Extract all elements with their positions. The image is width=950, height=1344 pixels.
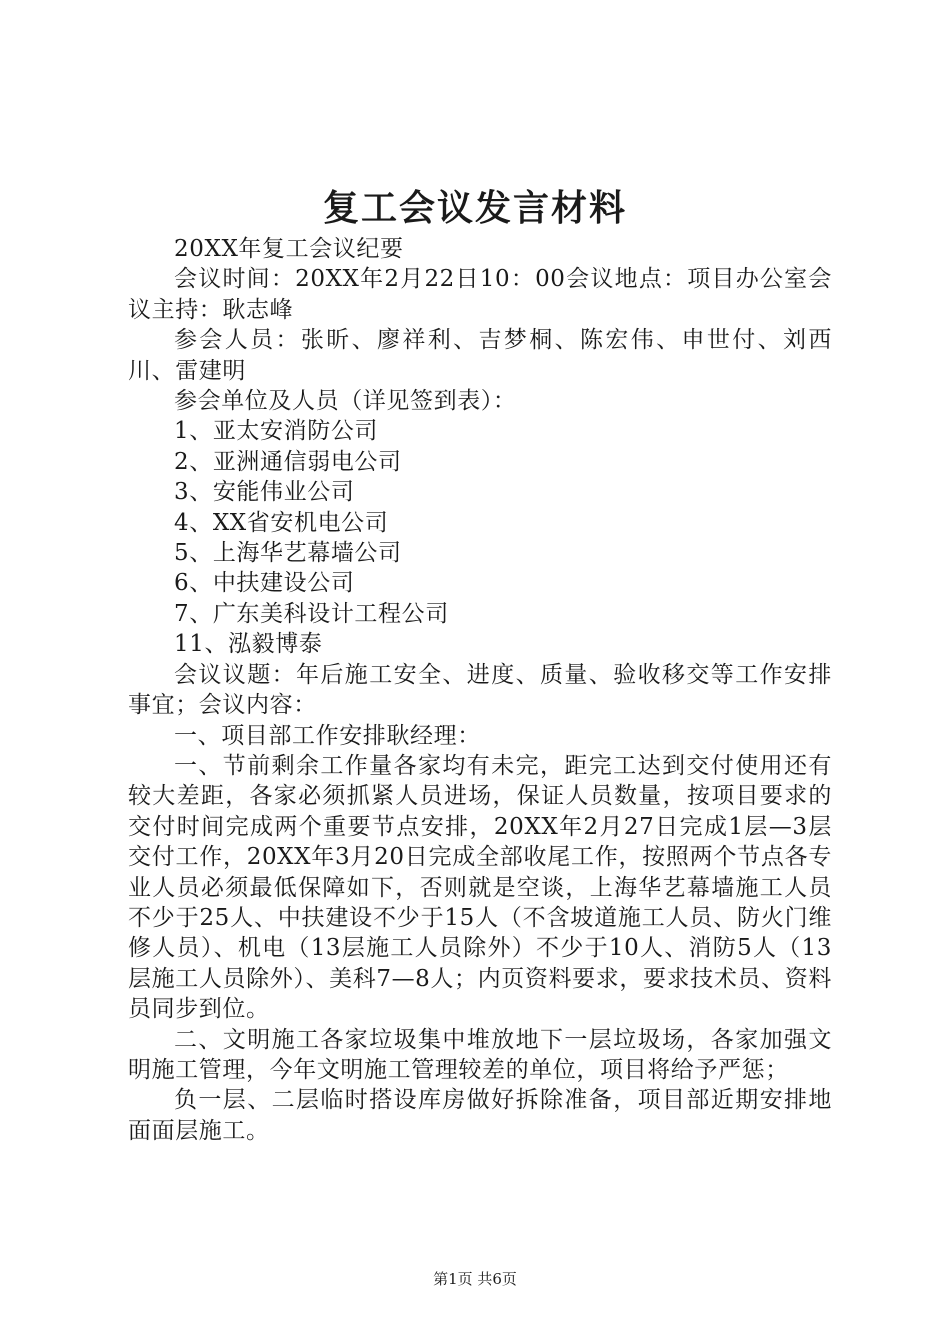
list-item: 11、泓毅博泰 [174, 631, 323, 658]
page-footer: 第1页 共6页 [433, 1270, 517, 1288]
paragraph: 负一层、二层临时搭设库房做好拆除准备，项目部近期安排地面面层施工。 [128, 1087, 832, 1144]
section-heading: 一、项目部工作安排耿经理： [174, 722, 481, 749]
paragraph: 20XX年复工会议纪要 [174, 236, 404, 262]
list-item: 2、亚洲通信弱电公司 [174, 448, 402, 475]
paragraph: 二、文明施工各家垃圾集中堆放地下一层垃圾场，各家加强文明施工管理，今年文明施工管理较差的单位，项目将给予严惩； [128, 1026, 832, 1083]
paragraph: 会议时间：20XX年2月22日10：00会议地点：项目办公室会议主持：耿志峰 [128, 266, 832, 323]
list-item: 3、安能伟业公司 [174, 479, 355, 506]
list-item: 1、亚太安消防公司 [174, 418, 379, 445]
document-title: 复工会议发言材料 [322, 187, 627, 229]
document-body [128, 234, 832, 1146]
list-item: 4、XX省安机电公司 [174, 509, 389, 536]
paragraph: 参会人员：张昕、廖祥利、吉梦桐、陈宏伟、申世付、刘西川、雷建明 [128, 327, 832, 384]
paragraph: 参会单位及人员（详见签到表）： [174, 388, 517, 415]
paragraph: 一、节前剩余工作量各家均有未完，距完工达到交付使用还有较大差距，各家必须抓紧人员进场，保证人员数量，按项目要求的交付时间完成两个重要节点安排，20XX年2月27日完成1层—3层交付工作，20XX年3月20日完成全部收尾工作，按照两个节点各专业人员必须最低保障如下，否则就是空谈，上海华艺幕墙施工人员不少于25人、中扶建设不少于15人（不含坡道施工人员、防火门维修人员）、机电（13层施工人员除外）不少于10人、消防5人（13层施工人员除外）、美科7—8人；内页资料要求，要求技术员、资料员同步到位。 [128, 752, 832, 1023]
list-item: 5、上海华艺幕墙公司 [174, 540, 402, 567]
paragraph: 会议议题：年后施工安全、进度、质量、验收移交等工作安排事宜；会议内容： [128, 661, 832, 719]
list-item: 7、广东美科设计工程公司 [174, 600, 449, 627]
list-item: 6、中扶建设公司 [174, 570, 355, 597]
